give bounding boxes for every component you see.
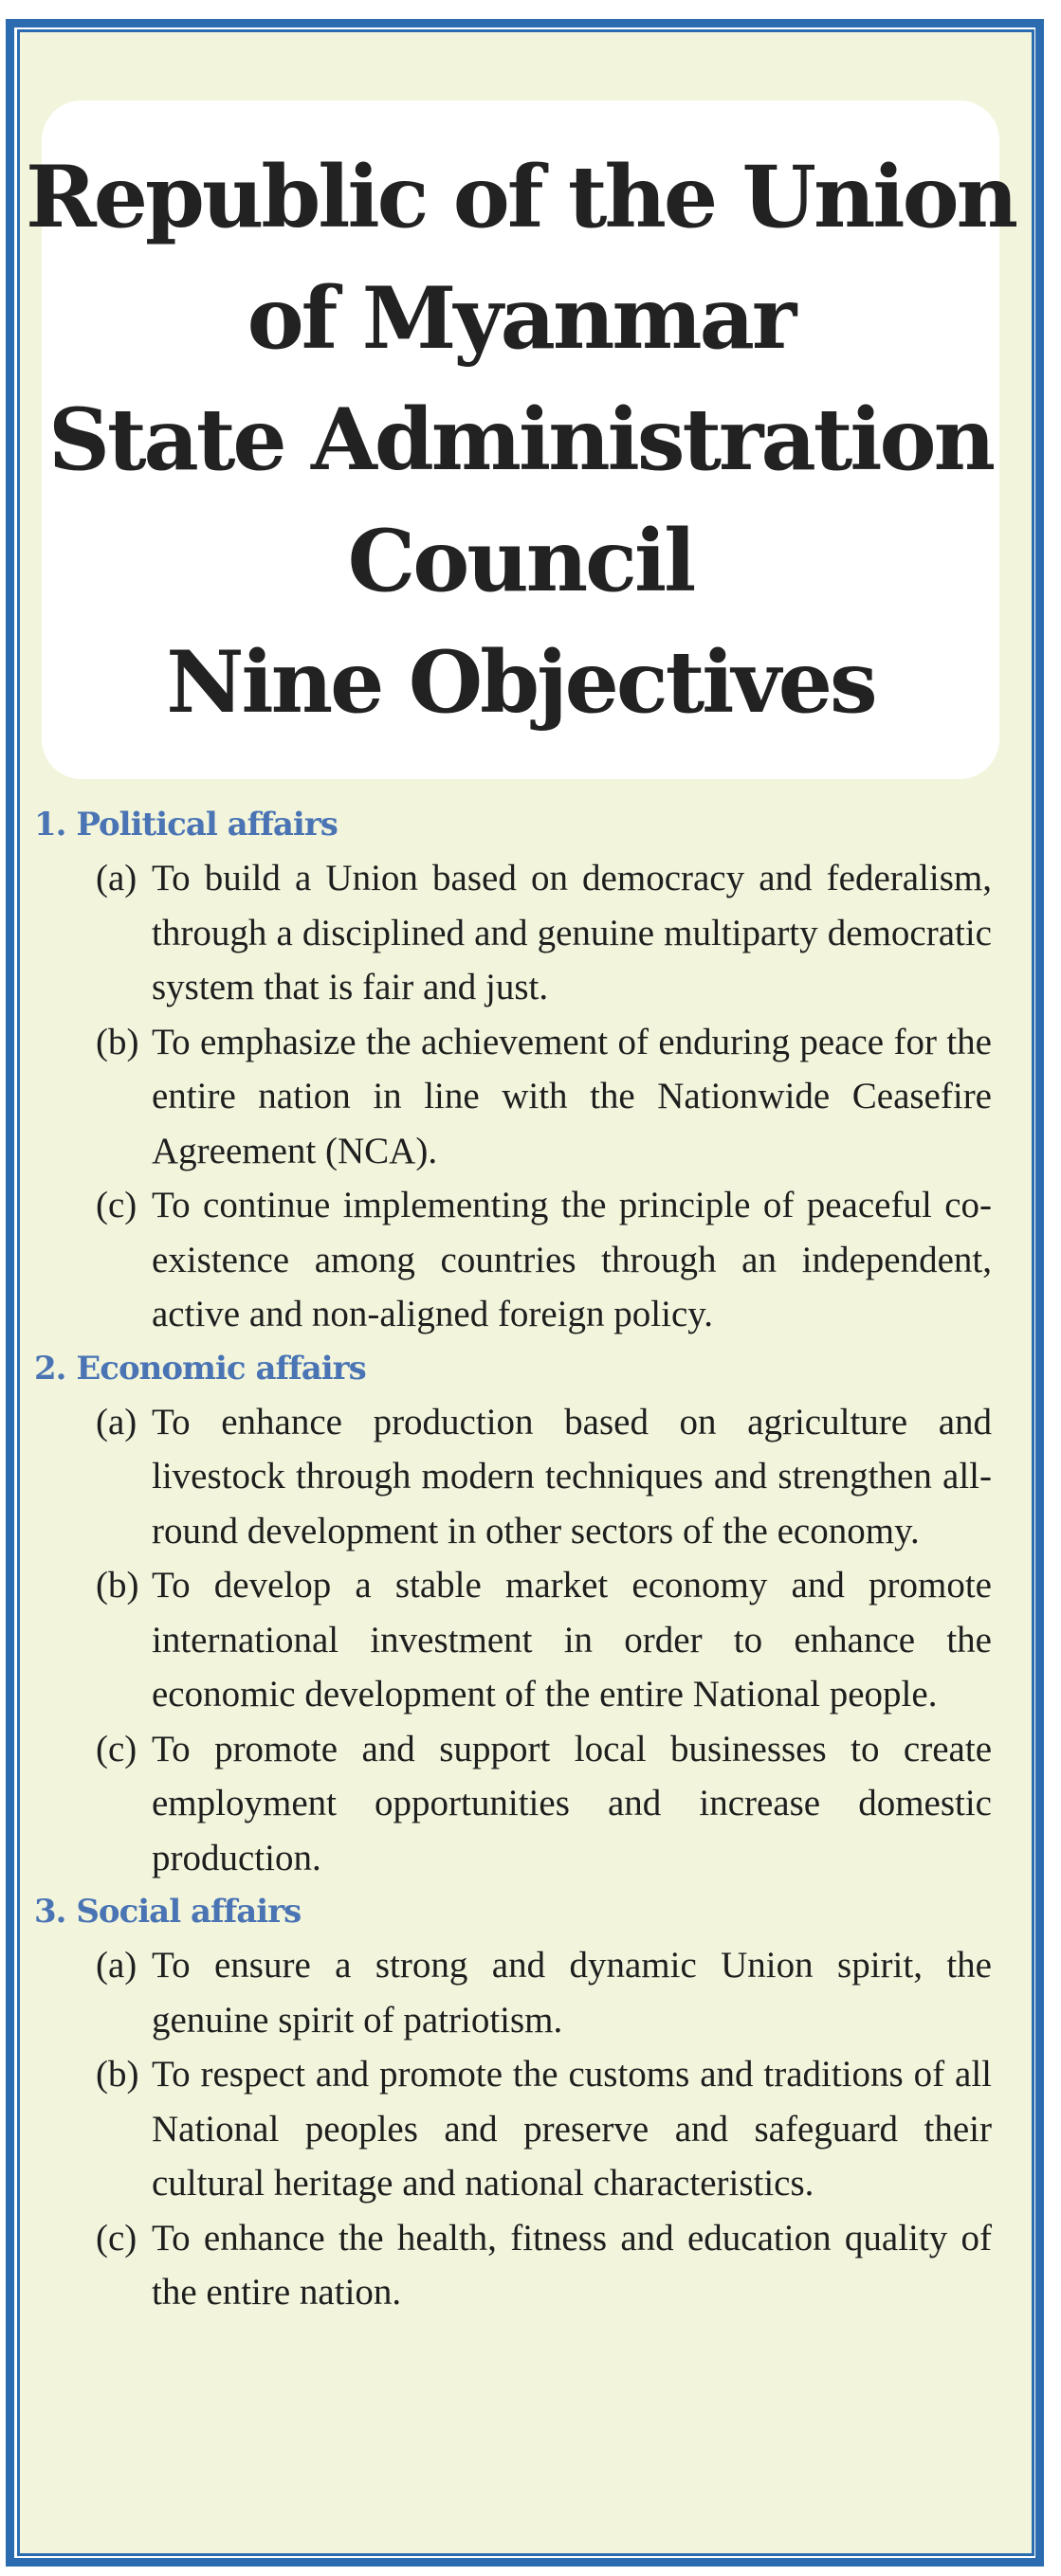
list-item [34, 2211, 992, 2320]
item-text: To develop a stable market economy and promote international investment in order to enhance the economic development of the entire National people. [152, 1565, 992, 1714]
list-item [34, 1178, 992, 1342]
item-text: To enhance the health, fitness and education quality of the entire nation. [152, 2217, 992, 2313]
item-text: To emphasize the achievement of enduring peace for the entire nation in line with the Nationwide Ceasefire Agreement (NCA). [152, 1021, 992, 1171]
section-heading: 1. Political affairs [34, 806, 338, 844]
title-line: State Administration [47, 390, 994, 490]
item-marker: (c) [96, 2217, 137, 2259]
item-text: To build a Union based on democracy and federalism, through a disciplined and genuine multiparty democratic system that is fair and just. [152, 858, 992, 1007]
list-item [34, 1015, 992, 1179]
item-marker: (b) [96, 1565, 139, 1605]
item-marker: (c) [96, 1185, 137, 1225]
section-social-affairs [34, 1885, 992, 2320]
title-line: Nine Objectives [166, 632, 875, 733]
list-item [34, 851, 992, 1015]
item-marker: (c) [96, 1728, 137, 1769]
section-heading: 2. Economic affairs [34, 1349, 366, 1388]
item-text: To respect and promote the customs and traditions of all National peoples and preserve and safeguard their cultural heritage and national characteristics. [152, 2054, 992, 2204]
section-political-affairs [34, 798, 992, 1342]
list-item [34, 1558, 992, 1722]
item-text: To continue implementing the principle of peaceful co-existence among countries through an independent, active and non-aligned foreign policy. [152, 1185, 992, 1334]
item-marker: (a) [96, 1401, 137, 1442]
list-item [34, 2047, 992, 2211]
item-text: To promote and support local businesses to create employment opportunities and increase domestic production. [152, 1728, 992, 1878]
objectives-content [34, 798, 992, 2320]
title-box [25, 100, 1016, 779]
item-marker: (b) [96, 1021, 139, 1062]
item-text: To enhance production based on agriculture and livestock through modern techniques and strengthen all-round development in other sectors of the economy. [152, 1401, 992, 1551]
item-marker: (a) [96, 858, 137, 898]
list-item [34, 1395, 992, 1559]
title-line: Republic of the Union [25, 147, 1016, 247]
title-line: Council [347, 511, 694, 611]
section-economic-affairs [34, 1342, 992, 1886]
section-heading: 3. Social affairs [34, 1893, 302, 1931]
item-marker: (a) [96, 1945, 137, 1986]
list-item [34, 1722, 992, 1886]
list-item [34, 1938, 992, 2047]
title-line: of Myanmar [247, 268, 795, 369]
item-marker: (b) [96, 2054, 139, 2095]
item-text: To ensure a strong and dynamic Union spirit, the genuine spirit of patriotism. [152, 1945, 992, 2041]
